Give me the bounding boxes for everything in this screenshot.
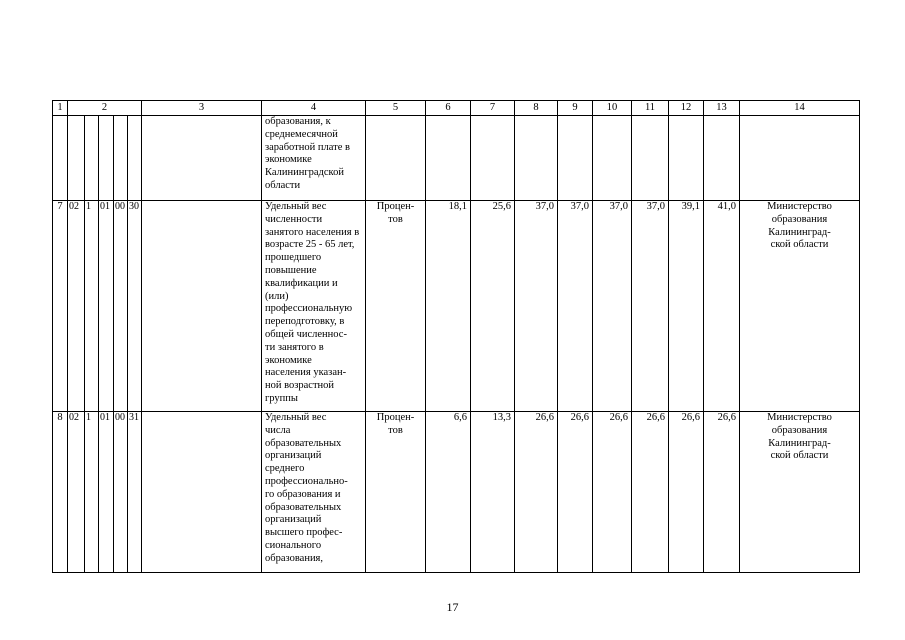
executor-cell <box>740 116 860 201</box>
header-col-2: 2 <box>68 101 142 116</box>
unit: Процен- тов <box>376 412 415 436</box>
code-cell <box>99 116 114 201</box>
executor-cell <box>740 412 860 573</box>
indicator-name: Удельный вес численности занятого населения в возрасте 25 - 65 лет, прошедшего повышение квалификации и (или) профессиональную переподготовку, в общей численнос- ти занятого в экономике населения указан- ной возрастной группы <box>265 201 360 404</box>
value-cell: 13,3 <box>471 412 515 573</box>
row-number: 7 <box>53 201 68 412</box>
header-col-10: 10 <box>593 101 632 116</box>
value-cell <box>632 116 669 201</box>
header-col-8: 8 <box>515 101 558 116</box>
header-col-5: 5 <box>366 101 426 116</box>
header-col-1: 1 <box>53 101 68 116</box>
code-segment: 1 <box>85 412 99 573</box>
row-number-cell <box>53 116 68 201</box>
header-col-12: 12 <box>669 101 704 116</box>
program-cell <box>142 116 262 201</box>
value-cell: 26,6 <box>632 412 669 573</box>
value-cell <box>426 116 471 201</box>
value-cell: 25,6 <box>471 201 515 412</box>
code-cell <box>85 116 99 201</box>
header-col-6: 6 <box>426 101 471 116</box>
page-number: 17 <box>446 600 459 614</box>
unit-cell <box>366 412 426 573</box>
code-segment: 31 <box>128 412 142 573</box>
code-segment: 02 <box>68 201 85 412</box>
value-cell <box>593 116 632 201</box>
indicator-name: образования, к среднемесячной заработной плате в экономике Калининградской области <box>265 116 350 191</box>
value-cell: 26,6 <box>704 412 740 573</box>
indicator-name-cell <box>262 412 366 573</box>
code-segment: 01 <box>99 201 114 412</box>
value-cell <box>515 116 558 201</box>
value-cell <box>704 116 740 201</box>
unit: Процен- тов <box>376 201 415 225</box>
indicator-name: Удельный вес числа образовательных организаций среднего профессионально- го образования и образовательных организаций высшего профес- сионального образования, <box>265 412 348 564</box>
code-cell <box>128 116 142 201</box>
code-segment: 01 <box>99 412 114 573</box>
row-number: 8 <box>53 412 68 573</box>
header-col-4: 4 <box>262 101 366 116</box>
value-cell: 26,6 <box>669 412 704 573</box>
unit-cell <box>366 116 426 201</box>
indicators-table <box>52 100 860 573</box>
code-cell <box>68 116 85 201</box>
header-col-11: 11 <box>632 101 669 116</box>
value-cell: 37,0 <box>593 201 632 412</box>
value-cell: 41,0 <box>704 201 740 412</box>
code-cell <box>114 116 128 201</box>
value-cell: 39,1 <box>669 201 704 412</box>
header-col-3: 3 <box>142 101 262 116</box>
header-col-14: 14 <box>740 101 860 116</box>
header-col-9: 9 <box>558 101 593 116</box>
header-col-13: 13 <box>704 101 740 116</box>
value-cell: 37,0 <box>558 201 593 412</box>
code-segment: 00 <box>114 412 128 573</box>
code-segment: 1 <box>85 201 99 412</box>
value-cell: 26,6 <box>593 412 632 573</box>
executor-cell <box>740 201 860 412</box>
value-cell <box>558 116 593 201</box>
value-cell: 18,1 <box>426 201 471 412</box>
indicator-name-cell <box>262 201 366 412</box>
value-cell: 37,0 <box>515 201 558 412</box>
value-cell: 6,6 <box>426 412 471 573</box>
code-segment: 00 <box>114 201 128 412</box>
value-cell: 37,0 <box>632 201 669 412</box>
program-cell <box>142 201 262 412</box>
executor: Министерство образования Калининград- ской области <box>767 412 832 462</box>
code-segment: 02 <box>68 412 85 573</box>
value-cell: 26,6 <box>515 412 558 573</box>
table-row-continuation <box>53 116 860 201</box>
value-cell: 26,6 <box>558 412 593 573</box>
header-col-7: 7 <box>471 101 515 116</box>
value-cell <box>669 116 704 201</box>
code-segment: 30 <box>128 201 142 412</box>
table-row <box>53 201 860 412</box>
program-cell <box>142 412 262 573</box>
indicator-name-cell <box>262 116 366 201</box>
table-row <box>53 412 860 573</box>
unit-cell <box>366 201 426 412</box>
executor: Министерство образования Калининград- ской области <box>767 201 832 251</box>
header-row <box>53 101 860 116</box>
value-cell <box>471 116 515 201</box>
